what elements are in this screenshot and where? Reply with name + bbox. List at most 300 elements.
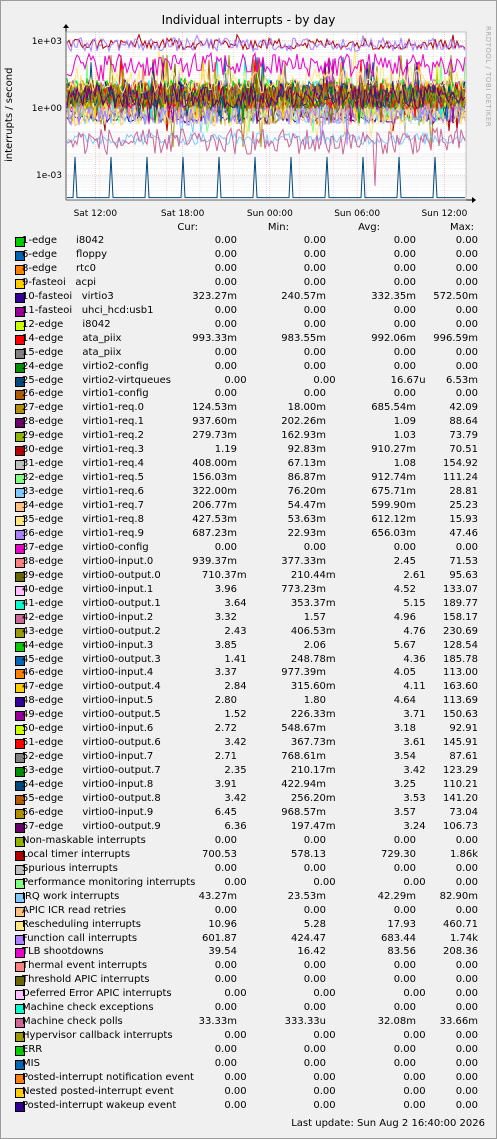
legend-value-cur: 0.00 — [224, 1072, 247, 1083]
legend-row — [0, 1016, 497, 1030]
x-tick-label: Sat 12:00 — [73, 209, 118, 219]
legend-row — [0, 388, 497, 402]
legend-value-max: 0.00 — [455, 1044, 478, 1056]
legend-row — [0, 1030, 497, 1044]
legend-label: APIC ICR read retries — [22, 904, 126, 916]
legend-value-max: 70.51 — [449, 444, 478, 456]
legend-row — [0, 333, 497, 347]
legend-row — [0, 598, 497, 612]
legend-row — [0, 946, 497, 960]
legend-value-avg: 1.08 — [393, 458, 416, 470]
legend-row — [0, 347, 497, 361]
legend-value-min: 0.00 — [303, 541, 326, 553]
legend-value-avg: 3.61 — [403, 737, 426, 749]
legend-value-cur: 0.00 — [214, 541, 237, 553]
legend-value-min: 240.57m — [281, 290, 326, 302]
legend-value-avg: 0.00 — [393, 1002, 416, 1014]
legend-value-min: 406.53m — [290, 625, 336, 637]
legend-value-max: 0.00 — [455, 388, 478, 400]
legend-value-max: 145.91 — [443, 737, 478, 749]
legend-value-avg: 4.05 — [393, 667, 416, 679]
legend-label: 48-edge virtio0-input.5 — [22, 695, 154, 707]
legend-value-min: 0.00 — [303, 388, 326, 400]
legend-value-min: 0.00 — [313, 1072, 336, 1083]
legend-value-max: 133.07 — [443, 583, 478, 595]
legend-value-max: 73.04 — [449, 806, 478, 818]
legend-row — [0, 430, 497, 444]
legend-value-max: 82.90m — [439, 890, 478, 902]
legend-value-min: 92.83m — [287, 444, 326, 456]
legend-value-avg: 17.93 — [387, 918, 416, 930]
legend-value-avg: 912.74m — [371, 472, 416, 484]
legend-value-max: 128.54 — [443, 639, 478, 651]
legend-value-cur: 43.27m — [198, 890, 237, 902]
legend-value-avg: 0.00 — [393, 960, 416, 972]
legend-value-cur: 0.00 — [214, 904, 237, 916]
legend-value-avg: 0.00 — [393, 904, 416, 916]
legend-value-min: 76.20m — [287, 486, 326, 498]
legend-label: Deferred Error APIC interrupts — [22, 988, 172, 1000]
legend-value-cur: 937.60m — [192, 416, 237, 428]
x-tick-label: Sun 06:00 — [334, 209, 381, 219]
legend-label: 38-edge virtio0-input.0 — [22, 555, 154, 567]
legend-value-cur: 10.96 — [208, 918, 237, 930]
legend-value-max: 0.00 — [455, 1085, 478, 1097]
legend-value-max: 0.00 — [455, 262, 478, 274]
legend-value-min: 0.00 — [313, 1099, 336, 1111]
legend-value-min: 0.00 — [313, 988, 336, 1000]
legend-value-avg: 0.00 — [393, 1058, 416, 1070]
legend-label: Threshold APIC interrupts — [22, 974, 150, 986]
legend-row — [0, 807, 497, 821]
legend-value-min: 0.00 — [303, 262, 326, 274]
legend-value-cur: 1.41 — [224, 653, 247, 665]
legend-value-cur: 2.43 — [224, 625, 247, 637]
legend-value-cur: 156.03m — [192, 472, 237, 484]
legend-value-min: 5.28 — [303, 918, 326, 930]
legend-value-avg: 992.06m — [371, 332, 416, 344]
legend-value-cur: 0.00 — [214, 235, 237, 246]
legend-label: 1-edge i8042 — [22, 235, 105, 246]
legend-label: 29-edge virtio1-req.2 — [22, 430, 144, 442]
legend-value-max: 113.00 — [443, 667, 478, 679]
legend-row — [0, 933, 497, 947]
legend-label: 50-edge virtio0-input.6 — [22, 723, 154, 735]
legend-value-avg: 0.00 — [393, 318, 416, 330]
legend-value-cur: 322.00m — [192, 486, 237, 498]
legend-value-avg: 4.64 — [393, 695, 416, 707]
legend-value-avg: 729.30 — [381, 848, 416, 860]
legend-row — [0, 249, 497, 263]
legend-value-max: 141.20 — [443, 793, 478, 804]
legend-row — [0, 737, 497, 751]
legend-value-max: 47.46 — [449, 527, 478, 539]
legend-value-max: 185.78 — [443, 653, 478, 665]
legend-row — [0, 570, 497, 584]
legend-label: 49-edge virtio0-output.5 — [22, 709, 161, 721]
legend-value-cur: 408.00m — [192, 458, 237, 470]
legend-row — [0, 1086, 497, 1100]
legend-value-max: 150.63 — [443, 709, 478, 721]
legend-label: 14-edge ata_piix — [22, 332, 122, 344]
legend-value-min: 0.00 — [303, 235, 326, 246]
rrdtool-watermark: RRDTOOL / TOBI OETIKER — [484, 26, 492, 128]
legend-value-max: 0.00 — [455, 1030, 478, 1042]
legend-label: Function call interrupts — [22, 932, 138, 944]
legend-label: Machine check polls — [22, 1016, 123, 1028]
legend-value-min: 0.00 — [313, 1085, 336, 1097]
legend-row — [0, 235, 497, 249]
legend-value-max: 0.00 — [455, 346, 478, 358]
legend-row — [0, 779, 497, 793]
legend-value-avg: 3.71 — [403, 709, 426, 721]
legend-label: 36-edge virtio1-req.9 — [22, 527, 144, 539]
legend-row — [0, 835, 497, 849]
legend-value-max: 0.00 — [455, 1002, 478, 1014]
legend-value-max: 0.00 — [455, 1072, 478, 1083]
legend-value-min: 1.57 — [303, 611, 326, 623]
legend-label: 41-edge virtio0-output.1 — [22, 597, 161, 609]
legend-value-min: 210.17m — [290, 765, 336, 777]
legend-value-min: 0.00 — [303, 904, 326, 916]
legend-value-avg: 16.67u — [390, 374, 426, 386]
legend-row — [0, 542, 497, 556]
legend-label: 51-edge virtio0-output.6 — [22, 737, 161, 749]
legend-value-cur: 0.00 — [224, 1099, 247, 1111]
y-tick-label: 1e-03 — [36, 171, 62, 182]
legend-value-min: 377.33m — [281, 555, 326, 567]
legend-label: 45-edge virtio0-output.3 — [22, 653, 161, 665]
legend-row — [0, 751, 497, 765]
legend-value-avg: 42.29m — [377, 890, 416, 902]
legend-value-cur: 3.96 — [214, 583, 237, 595]
legend-value-avg: 2.45 — [393, 555, 416, 567]
legend-value-min: 0.00 — [303, 1058, 326, 1070]
legend-row — [0, 793, 497, 807]
legend-value-cur: 601.87 — [202, 932, 237, 944]
x-tick-label: Sun 00:00 — [246, 209, 293, 219]
legend-row — [0, 960, 497, 974]
legend-value-cur: 993.33m — [192, 332, 237, 344]
legend-value-max: 163.60 — [443, 681, 478, 693]
legend-value-avg: 5.15 — [403, 597, 426, 609]
legend-value-max: 0.00 — [455, 360, 478, 372]
legend-label: Performance monitoring interrupts — [22, 876, 196, 888]
legend-value-max: 111.24 — [443, 472, 478, 484]
legend-value-cur: 2.35 — [224, 765, 247, 777]
y-tick-label: 1e+00 — [31, 104, 62, 114]
legend-value-avg: 3.54 — [393, 751, 416, 763]
legend-value-cur: 710.37m — [201, 569, 247, 581]
legend-value-max: 572.50m — [433, 290, 478, 302]
legend-value-max: 71.53 — [449, 555, 478, 567]
legend-value-avg: 4.76 — [403, 625, 426, 637]
legend-row — [0, 291, 497, 305]
legend-value-min: 0.00 — [303, 960, 326, 972]
legend-value-min: 768.61m — [281, 751, 326, 763]
legend-value-min: 968.57m — [281, 806, 326, 818]
legend-value-max: 123.29 — [443, 765, 478, 777]
legend-row — [0, 472, 497, 486]
x-tick-label: Sun 12:00 — [421, 209, 468, 219]
legend-value-min: 1.80 — [303, 695, 326, 707]
legend-value-min: 0.00 — [303, 248, 326, 260]
legend-value-avg: 0.00 — [403, 988, 426, 1000]
legend-value-cur: 0.00 — [214, 346, 237, 358]
legend-value-cur: 3.32 — [214, 611, 237, 623]
legend-value-min: 18.00m — [287, 402, 326, 414]
legend-value-avg: 0.00 — [393, 541, 416, 553]
legend-value-cur: 0.00 — [224, 876, 247, 888]
legend-value-min: 0.00 — [303, 360, 326, 372]
legend-value-max: 0.00 — [455, 541, 478, 553]
legend-value-avg: 0.00 — [403, 1099, 426, 1111]
legend-label: ERR — [22, 1044, 43, 1056]
legend-label: Non-maskable interrupts — [22, 834, 146, 846]
legend-row — [0, 891, 497, 905]
legend-value-max: 0.00 — [455, 876, 478, 888]
header-min: Min: — [267, 222, 289, 233]
legend-value-min: 0.00 — [303, 276, 326, 288]
legend-value-max: 113.69 — [443, 695, 478, 707]
legend-label: 33-edge virtio1-req.6 — [22, 486, 144, 498]
legend-value-cur: 33.33m — [198, 1016, 237, 1028]
legend-value-min: 23.53m — [287, 890, 326, 902]
legend-label: 53-edge virtio0-output.7 — [22, 765, 161, 777]
legend-row — [0, 500, 497, 514]
legend-value-cur: 124.53m — [192, 402, 237, 414]
legend-value-cur: 0.00 — [214, 834, 237, 846]
legend-row — [0, 319, 497, 333]
legend-value-min: 67.13m — [287, 458, 326, 470]
legend-label: 35-edge virtio1-req.8 — [22, 514, 144, 525]
legend-value-cur: 0.00 — [214, 388, 237, 400]
legend-value-avg: 83.56 — [387, 946, 416, 958]
legend-row — [0, 654, 497, 668]
legend-row — [0, 458, 497, 472]
legend-value-cur: 3.85 — [214, 639, 237, 651]
legend-label: 8-edge rtc0 — [22, 262, 96, 274]
legend-value-min: 424.47 — [291, 932, 326, 944]
legend-label: 6-edge floppy — [22, 248, 108, 260]
legend-value-avg: 3.18 — [393, 723, 416, 735]
legend-value-avg: 0.00 — [393, 862, 416, 874]
legend-value-cur: 0.00 — [224, 988, 247, 1000]
legend-value-min: 977.39m — [281, 667, 326, 679]
legend-value-cur: 2.72 — [214, 723, 237, 735]
last-update: Last update: Sun Aug 2 16:40:00 2026 — [291, 1118, 485, 1129]
legend-value-cur: 0.00 — [214, 248, 237, 260]
legend-value-max: 88.64 — [449, 416, 478, 428]
legend-value-cur: 939.37m — [192, 555, 237, 567]
legend-label: Rescheduling interrupts — [22, 918, 142, 930]
legend-label: 55-edge virtio0-output.8 — [22, 793, 161, 804]
legend-label: 28-edge virtio1-req.1 — [22, 416, 144, 428]
legend-row — [0, 988, 497, 1002]
legend-row — [0, 1002, 497, 1016]
legend-value-cur: 2.71 — [214, 751, 237, 763]
legend-label: 11-fasteoi uhci_hcd:usb1 — [22, 304, 154, 316]
legend-row — [0, 612, 497, 626]
legend-value-cur: 323.27m — [192, 290, 237, 302]
legend-row — [0, 486, 497, 500]
legend-row — [0, 1058, 497, 1072]
legend-value-cur: 0.00 — [224, 1030, 247, 1042]
legend-row — [0, 361, 497, 375]
plot-area — [0, 0, 497, 232]
legend-value-avg: 4.52 — [393, 583, 416, 595]
legend-value-min: 0.00 — [303, 346, 326, 358]
legend-value-max: 95.63 — [449, 569, 478, 581]
legend-value-avg: 0.00 — [403, 1030, 426, 1042]
legend-value-avg: 0.00 — [403, 1085, 426, 1097]
legend-label: 10-fasteoi virtio3 — [22, 290, 114, 302]
legend-label: 47-edge virtio0-output.4 — [22, 681, 161, 693]
legend-value-max: 0.00 — [455, 318, 478, 330]
legend-label: 40-edge virtio0-input.1 — [22, 583, 154, 595]
legend-row — [0, 1072, 497, 1086]
legend-row — [0, 556, 497, 570]
legend-value-avg: 0.00 — [403, 876, 426, 888]
legend-row — [0, 263, 497, 277]
legend-value-cur: 0.00 — [214, 360, 237, 372]
legend-value-max: 0.00 — [455, 1058, 478, 1070]
legend-value-max: 0.00 — [455, 1099, 478, 1111]
legend-value-min: 210.44m — [290, 569, 336, 581]
legend-value-avg: 32.08m — [377, 1016, 416, 1028]
legend-label: 27-edge virtio1-req.0 — [22, 402, 144, 414]
legend-value-max: 996.59m — [433, 332, 478, 344]
x-axis-arrow — [472, 197, 476, 203]
legend-label: 46-edge virtio0-input.4 — [22, 667, 154, 679]
legend-value-avg: 2.61 — [403, 569, 426, 581]
legend-value-avg: 1.03 — [393, 430, 416, 442]
legend-row — [0, 849, 497, 863]
legend-value-cur: 2.80 — [214, 695, 237, 707]
legend-row — [0, 626, 497, 640]
legend-row — [0, 709, 497, 723]
legend-label: 37-edge virtio0-config — [22, 541, 149, 553]
legend-label: 24-edge virtio2-config — [22, 360, 149, 372]
legend-row — [0, 444, 497, 458]
legend-value-avg: 4.36 — [403, 653, 426, 665]
legend-value-max: 158.17 — [443, 611, 478, 623]
legend-value-avg: 599.90m — [371, 500, 416, 512]
legend-value-cur: 0.00 — [214, 1058, 237, 1070]
legend-value-min: 773.23m — [281, 583, 326, 595]
legend-label: 25-edge virtio2-virtqueues — [22, 374, 171, 386]
legend-value-min: 353.37m — [290, 597, 336, 609]
legend-value-max: 0.00 — [455, 862, 478, 874]
legend-value-avg: 675.71m — [371, 486, 416, 498]
legend-value-min: 367.73m — [290, 737, 336, 749]
legend-value-cur: 0.00 — [214, 262, 237, 274]
legend-value-avg: 685.54m — [371, 402, 416, 414]
legend-value-min: 315.60m — [290, 681, 336, 693]
legend-label: 32-edge virtio1-req.5 — [22, 472, 144, 484]
legend-value-avg: 0.00 — [403, 1072, 426, 1083]
legend-value-cur: 1.19 — [214, 444, 237, 456]
legend-value-avg: 4.11 — [403, 681, 426, 693]
legend-value-min: 0.00 — [303, 1044, 326, 1056]
legend-value-max: 0.00 — [455, 276, 478, 288]
legend-row — [0, 375, 497, 389]
legend-label: 39-edge virtio0-output.0 — [22, 569, 161, 581]
legend-row — [0, 514, 497, 528]
legend-value-cur: 1.52 — [224, 709, 247, 721]
legend-value-min: 333.33u — [284, 1016, 326, 1028]
legend-value-min: 16.42 — [297, 946, 326, 958]
legend-value-max: 0.00 — [455, 988, 478, 1000]
legend-value-avg: 332.35m — [371, 290, 416, 302]
legend-row — [0, 528, 497, 542]
legend-value-cur: 2.84 — [224, 681, 247, 693]
legend-value-min: 0.00 — [303, 834, 326, 846]
legend-value-max: 0.00 — [455, 960, 478, 972]
legend-value-avg: 3.57 — [393, 806, 416, 818]
legend-value-cur: 0.00 — [214, 276, 237, 288]
legend-row — [0, 905, 497, 919]
legend-row — [0, 640, 497, 654]
legend-value-max: 0.00 — [455, 235, 478, 246]
legend-label: Nested posted-interrupt event — [22, 1085, 174, 1097]
legend-value-max: 92.91 — [449, 723, 478, 735]
legend-label: 31-edge virtio1-req.4 — [22, 458, 144, 470]
legend-value-min: 53.63m — [287, 514, 326, 525]
legend-value-min: 248.78m — [290, 653, 336, 665]
legend-value-min: 86.87m — [287, 472, 326, 484]
legend-label: 44-edge virtio0-input.3 — [22, 639, 154, 651]
header-cur: Cur: — [177, 222, 198, 233]
legend-value-min: 578.13 — [291, 848, 326, 860]
legend-value-min: 0.00 — [303, 1002, 326, 1014]
legend-row — [0, 667, 497, 681]
legend-value-cur: 427.53m — [192, 514, 237, 525]
legend-label: 9-fasteoi acpi — [22, 276, 97, 288]
legend-label: Spurious interrupts — [22, 862, 118, 874]
legend-label: 34-edge virtio1-req.7 — [22, 500, 144, 512]
legend-row — [0, 974, 497, 988]
legend-value-max: 0.00 — [455, 904, 478, 916]
legend-value-cur: 687.23m — [192, 527, 237, 539]
legend-label: 42-edge virtio0-input.2 — [22, 611, 154, 623]
legend-row — [0, 765, 497, 779]
legend-value-avg: 3.53 — [403, 793, 426, 804]
legend-label: 15-edge ata_piix — [22, 346, 122, 358]
legend-value-min: 22.93m — [287, 527, 326, 539]
legend-value-max: 0.00 — [455, 304, 478, 316]
legend-value-cur: 0.00 — [214, 974, 237, 986]
legend-value-cur: 0.00 — [214, 862, 237, 874]
legend-value-min: 2.06 — [303, 639, 326, 651]
legend-value-cur: 0.00 — [214, 960, 237, 972]
legend-value-avg: 0.00 — [393, 360, 416, 372]
legend-value-avg: 4.96 — [393, 611, 416, 623]
legend-value-cur: 3.91 — [214, 779, 237, 791]
header-max: Max: — [449, 222, 474, 233]
legend-value-cur: 0.00 — [214, 318, 237, 330]
legend-value-cur: 0.00 — [214, 1002, 237, 1014]
y-axis-arrow — [63, 24, 69, 28]
legend-value-avg: 0.00 — [393, 262, 416, 274]
legend-label: 52-edge virtio0-input.7 — [22, 751, 154, 763]
legend-value-max: 1.86k — [449, 848, 478, 860]
legend-row — [0, 416, 497, 430]
legend-value-avg: 683.44 — [381, 932, 416, 944]
legend-row — [0, 1100, 497, 1114]
legend-row — [0, 695, 497, 709]
legend-value-max: 106.73 — [443, 820, 478, 832]
